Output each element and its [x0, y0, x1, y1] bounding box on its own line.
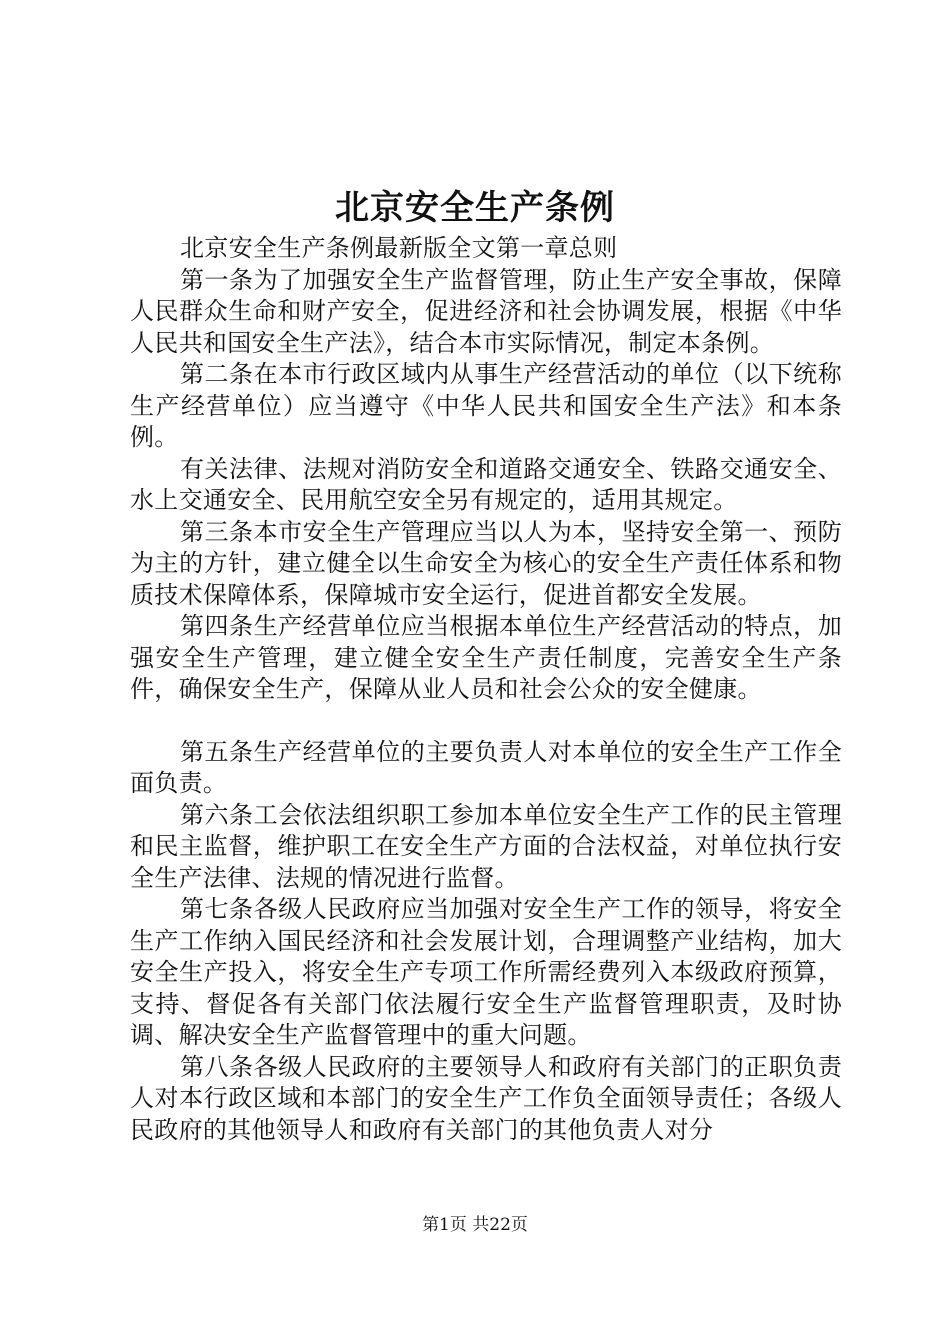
paragraph-article-8: 第八条各级人民政府的主要领导人和政府有关部门的正职负责人对本行政区域和本部门的安全生产工作负全面领导责任；各级人民政府的其他领导人和政府有关部门的其他负责人对分 [130, 1052, 842, 1144]
document-title: 北京安全生产条例 [335, 188, 615, 228]
page-footer: 第1页 共22页 [422, 1215, 528, 1235]
document-body [130, 233, 842, 1146]
paragraph-article-1: 第一条为了加强安全生产监督管理，防止生产安全事故，保障人民群众生命和财产安全，促进经济和社会协调发展，根据《中华人民共和国安全生产法》，结合本市实际情况，制定本条例。 [130, 265, 842, 357]
paragraph-article-7: 第七条各级人民政府应当加强对安全生产工作的领导，将安全生产工作纳入国民经济和社会发展计划，合理调整产业结构，加大安全生产投入，将安全生产专项工作所需经费列入本级政府预算，支持、督促各有关部门依法履行安全生产监督管理职责，及时协调、解决安全生产监督管理中的重大问题。 [130, 895, 842, 1049]
paragraph-chapter-heading: 北京安全生产条例最新版全文第一章总则 [180, 234, 618, 262]
paragraph-article-4: 第四条生产经营单位应当根据本单位生产经营活动的特点，加强安全生产管理，建立健全安全生产责任制度，完善安全生产条件，确保安全生产，保障从业人员和社会公众的安全健康。 [130, 612, 842, 703]
paragraph-article-3: 第三条本市安全生产管理应当以人为本，坚持安全第一、预防为主的方针，建立健全以生命安全为核心的安全生产责任体系和物质技术保障体系，保障城市安全运行，促进首都安全发展。 [130, 517, 842, 609]
paragraph-article-5: 第五条生产经营单位的主要负责人对本单位的安全生产工作全面负责。 [130, 737, 842, 797]
paragraph-article-2-exception: 有关法律、法规对消防安全和道路交通安全、铁路交通安全、水上交通安全、民用航空安全另有规定的，适用其规定。 [130, 454, 842, 514]
paragraph-article-6: 第六条工会依法组织职工参加本单位安全生产工作的民主管理和民主监督，维护职工在安全生产方面的合法权益，对单位执行安全生产法律、法规的情况进行监督。 [130, 800, 842, 892]
paragraph-article-2: 第二条在本市行政区域内从事生产经营活动的单位（以下统称生产经营单位）应当遵守《中华人民共和国安全生产法》和本条例。 [130, 360, 842, 451]
